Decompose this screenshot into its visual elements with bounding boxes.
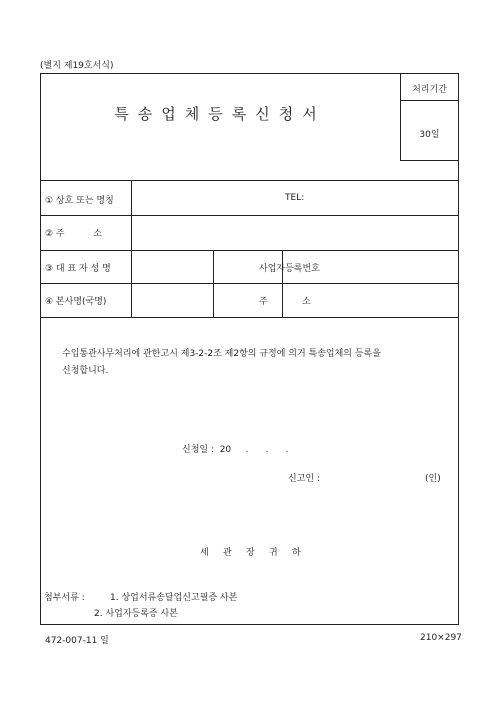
processing-period-label: 처리기간 [412,85,447,95]
applicant-seal: (인) [425,474,441,484]
footer-paper-size: 210×297 [420,633,462,643]
processing-period-value: 30일 [419,130,440,140]
addressee: 세 관 장 귀 하 [200,548,301,558]
row-label-address: ② 주 소 [45,229,102,239]
statement-line-2: 신청합니다. [62,366,109,376]
mid-column-divider-left [213,250,214,317]
company-tel-field[interactable]: TEL: [285,193,305,203]
application-date: 신청일 : 20 . . . [182,445,289,455]
form-title: 특송업체등록신청서 [114,105,326,123]
statement-line-1: 수입통관사무처리에 관한고시 제3-2-2조 제2항의 규정에 의거 특송업체의 등록을 [62,349,381,359]
head-office-field[interactable] [132,284,212,316]
representative-field[interactable] [132,250,212,283]
application-statement [62,346,442,380]
row-line-4 [41,317,458,318]
attachments-label: 첨부서류 : [44,593,85,603]
head-office-address-label: 주 소 [259,297,311,307]
footer-code: 472-007-11 일 [45,636,109,646]
attachment-item-1: 1. 상업서류송달업신고필증 사본 [110,593,238,603]
row-label-head-office: ④ 본사명(국명) [45,297,107,307]
row-label-representative: ③ 대 표 자 성 명 [45,264,111,274]
head-office-address-field[interactable] [282,284,458,316]
attachment-item-2: 2. 사업자등록증 사본 [94,609,178,619]
business-reg-number-field[interactable] [282,250,458,283]
business-reg-number-label: 사업자등록번호 [259,264,320,274]
deadline-label-divider [400,100,459,101]
form-number: (별지 제19호서식) [40,61,114,71]
header-bottom-line [41,180,458,181]
applicant-label: 신고인 : [288,474,320,484]
deadline-bottom-line [400,160,459,161]
row-label-company-name: ① 상호 또는 명칭 [45,196,114,206]
address-field[interactable] [132,215,458,248]
